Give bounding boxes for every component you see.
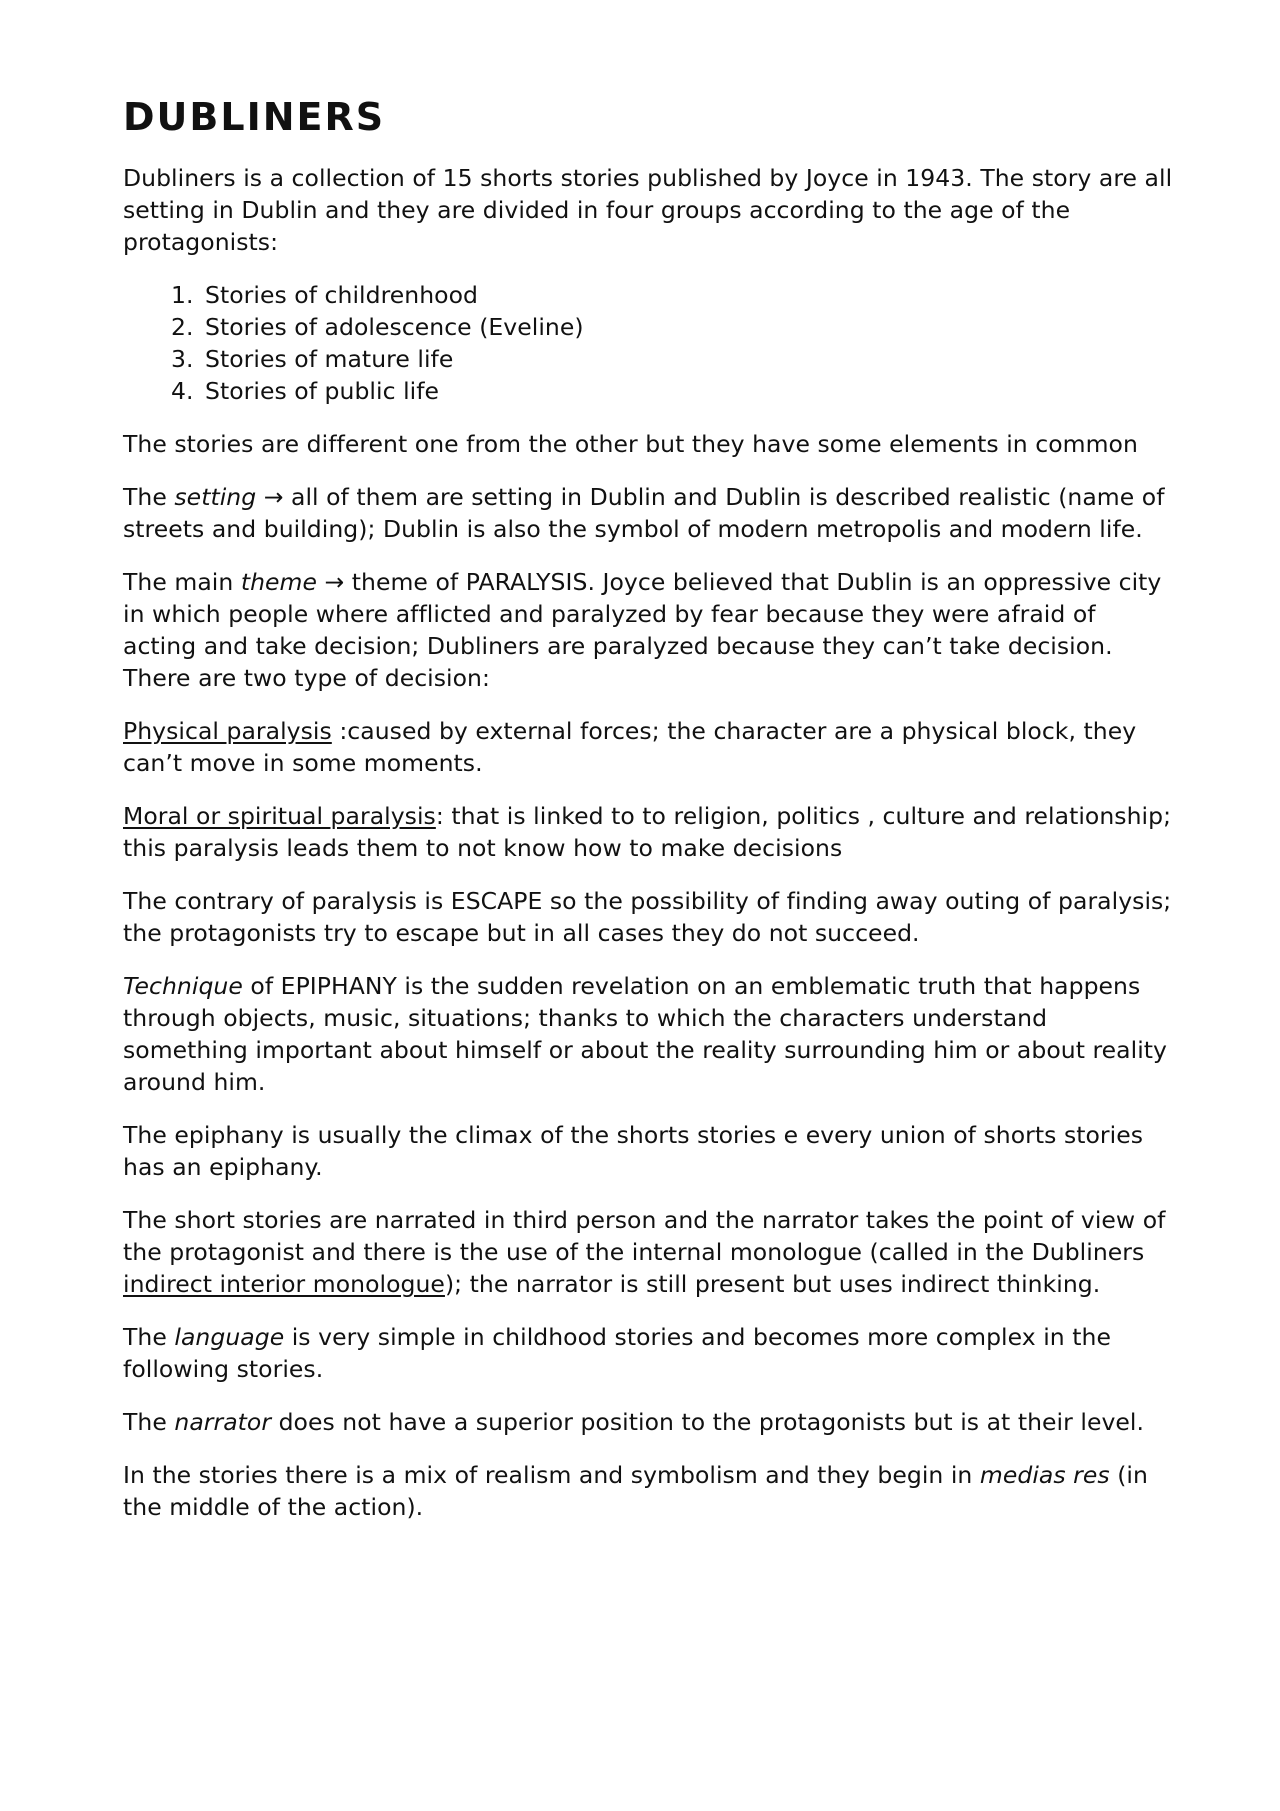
theme-prefix: The main (123, 568, 241, 596)
page-title: DUBLINERS (123, 95, 386, 139)
escape-paragraph: The contrary of paralysis is ESCAPE so the possibility of finding away outing of paralysis; the protagonists try to escape but in all cases they do not succeed. (123, 887, 1172, 947)
moral-paralysis-paragraph (123, 800, 1173, 864)
physical-paralysis-term: Physical paralysis (123, 717, 332, 745)
language-prefix: The (123, 1323, 175, 1351)
narration-before: The short stories are narrated in third person and the narrator takes the point of view of the protagonist and there is the use of the internal monologue (called in the Dubliners (123, 1206, 1166, 1266)
narration-term: indirect interior monologue (123, 1270, 445, 1298)
arrow-icon: → (316, 568, 352, 596)
technique-term: Technique (123, 972, 243, 1000)
list-item: 3. Stories of mature life (201, 343, 1173, 375)
theme-paragraph (123, 566, 1173, 694)
list-item: 1. Stories of childrenhood (201, 279, 1173, 311)
arrow-icon: → (256, 483, 291, 511)
narrator-term: narrator (174, 1408, 272, 1436)
physical-paralysis-paragraph (123, 715, 1173, 779)
realism-before: In the stories there is a mix of realism and symbolism and they begin in (123, 1461, 980, 1489)
common-elements-paragraph: The stories are different one from the other but they have some elements in common (123, 430, 1138, 458)
narration-paragraph (123, 1204, 1173, 1300)
realism-term: medias res (979, 1461, 1110, 1489)
technique-paragraph (123, 970, 1173, 1098)
climax-paragraph: The epiphany is usually the climax of the shorts stories e every union of shorts stories has an epiphany. (123, 1121, 1144, 1181)
realism-paragraph (123, 1459, 1173, 1523)
theme-term: theme (240, 568, 317, 596)
language-term: language (174, 1323, 285, 1351)
setting-prefix: The (123, 483, 175, 511)
narrator-prefix: The (123, 1408, 175, 1436)
narrator-text: does not have a superior position to the protagonists but is at their level. (271, 1408, 1145, 1436)
setting-paragraph (123, 481, 1173, 545)
realism-after: (in the middle of the action). (123, 1461, 1148, 1521)
theme-text: theme of PARALYSIS. Joyce believed that Dublin is an oppressive city in which people where afflicted and paralyzed by fear because they were afraid of acting and take decision; Dubliners are paralyzed because they can’t take decision. There are two type of decision: (123, 568, 1162, 692)
language-paragraph (123, 1321, 1173, 1385)
language-text: is very simple in childhood stories and becomes more complex in the following stories. (123, 1323, 1111, 1383)
physical-paralysis-text: :caused by external forces; the character are a physical block, they can’t move in some moments. (123, 717, 1137, 777)
narration-after: ); the narrator is still present but uses indirect thinking. (444, 1270, 1101, 1298)
list-item: 2. Stories of adolescence (Eveline) (201, 311, 1173, 343)
setting-term: setting (174, 483, 257, 511)
list-item: 4. Stories of public life (201, 375, 1173, 407)
technique-text: of EPIPHANY is the sudden revelation on an emblematic truth that happens through objects, music, situations; thanks to which the characters understand something important about himself or about the reality surrounding him or about reality around him. (123, 972, 1168, 1096)
narrator-paragraph (123, 1406, 1173, 1438)
intro-paragraph: Dubliners is a collection of 15 shorts stories published by Joyce in 1943. The story are all setting in Dublin and they are divided in four groups according to the age of the protagonists: (123, 164, 1173, 256)
setting-text: all of them are setting in Dublin and Dublin is described realistic (name of streets and building); Dublin is also the symbol of modern metropolis and modern life. (123, 483, 1165, 543)
moral-paralysis-term: Moral or spiritual paralysis (123, 802, 436, 830)
story-groups-list (123, 279, 1173, 407)
document-body (123, 94, 1173, 1544)
moral-paralysis-text: : that is linked to to religion, politics , culture and relationship; this paralysis leads them to not know how to make decisions (123, 802, 1172, 862)
